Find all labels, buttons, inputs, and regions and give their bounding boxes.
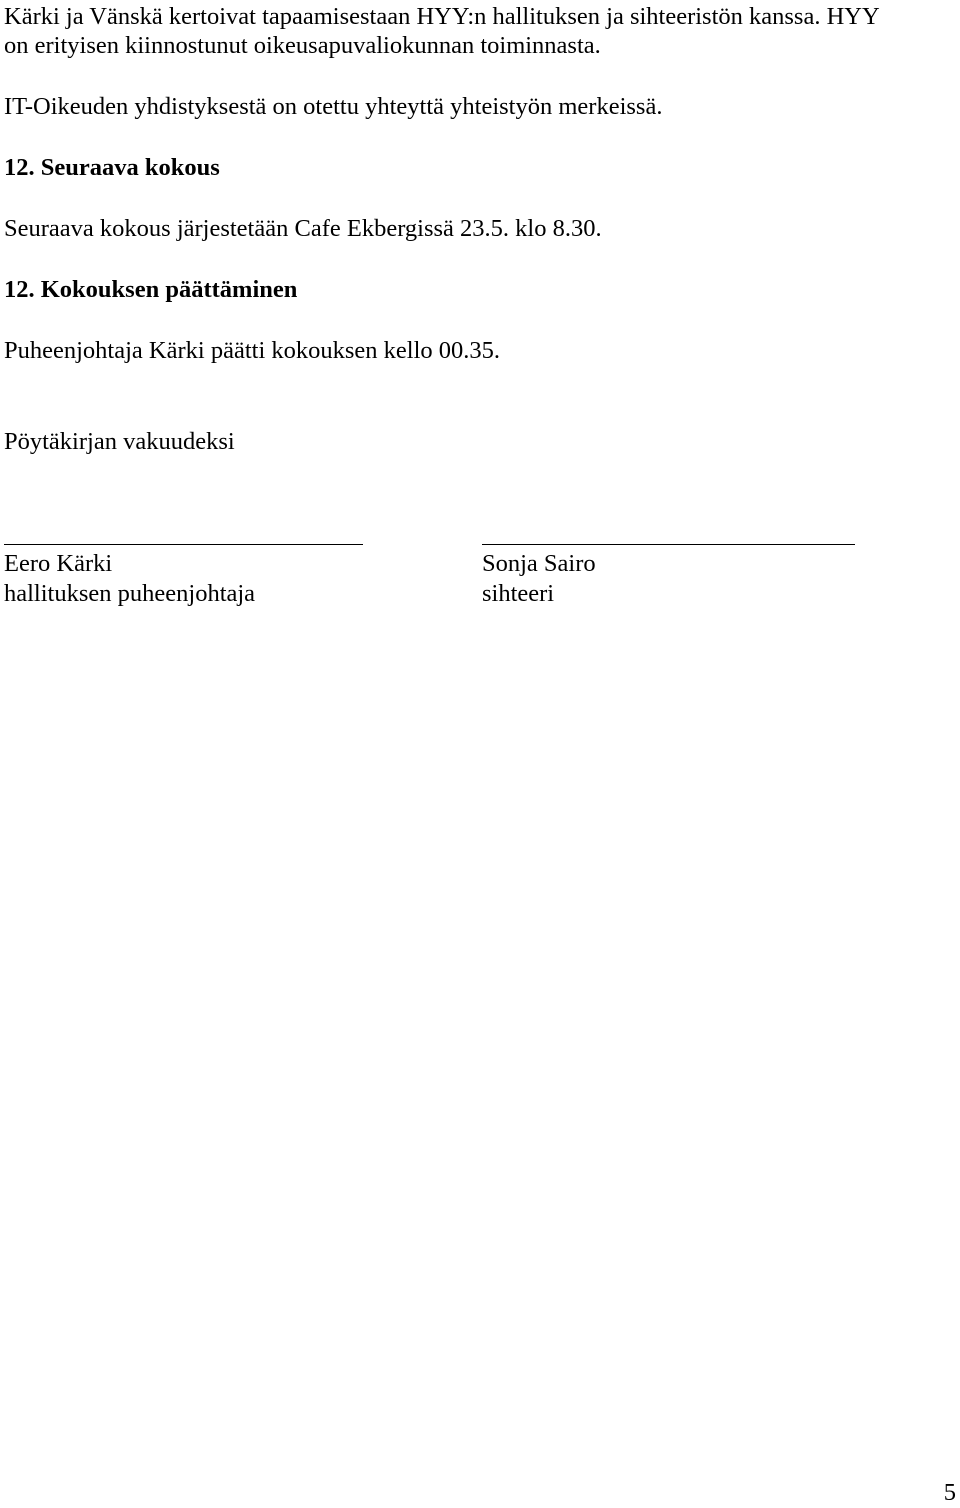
section-body: Seuraava kokous järjestetään Cafe Ekbergissä 23.5. klo 8.30. xyxy=(4,215,602,242)
signer-title-left: hallituksen puheenjohtaja xyxy=(4,580,256,607)
signature-line-right xyxy=(482,544,855,545)
section-body: Puheenjohtaja Kärki päätti kokouksen kello 00.35. xyxy=(4,337,501,364)
section-heading: 12. Kokouksen päättäminen xyxy=(4,276,298,303)
signer-name-right: Sonja Sairo xyxy=(482,550,596,577)
section-heading: 12. Seuraava kokous xyxy=(4,154,220,181)
page-number: 5 xyxy=(943,1479,956,1506)
attestation-text: Pöytäkirjan vakuudeksi xyxy=(4,428,235,455)
signer-title-right: sihteeri xyxy=(482,580,555,607)
signer-name-left: Eero Kärki xyxy=(4,550,113,577)
paragraph-line: on erityisen kiinnostunut oikeusapuvaliokunnan toiminnasta. xyxy=(4,32,601,59)
signature-line-left xyxy=(4,544,363,545)
paragraph-line: Kärki ja Vänskä kertoivat tapaamisestaan HYY:n hallituksen ja sihteeristön kanssa. HYY xyxy=(4,3,880,30)
paragraph: IT-Oikeuden yhdistyksestä on otettu yhteyttä yhteistyön merkeissä. xyxy=(4,93,663,120)
